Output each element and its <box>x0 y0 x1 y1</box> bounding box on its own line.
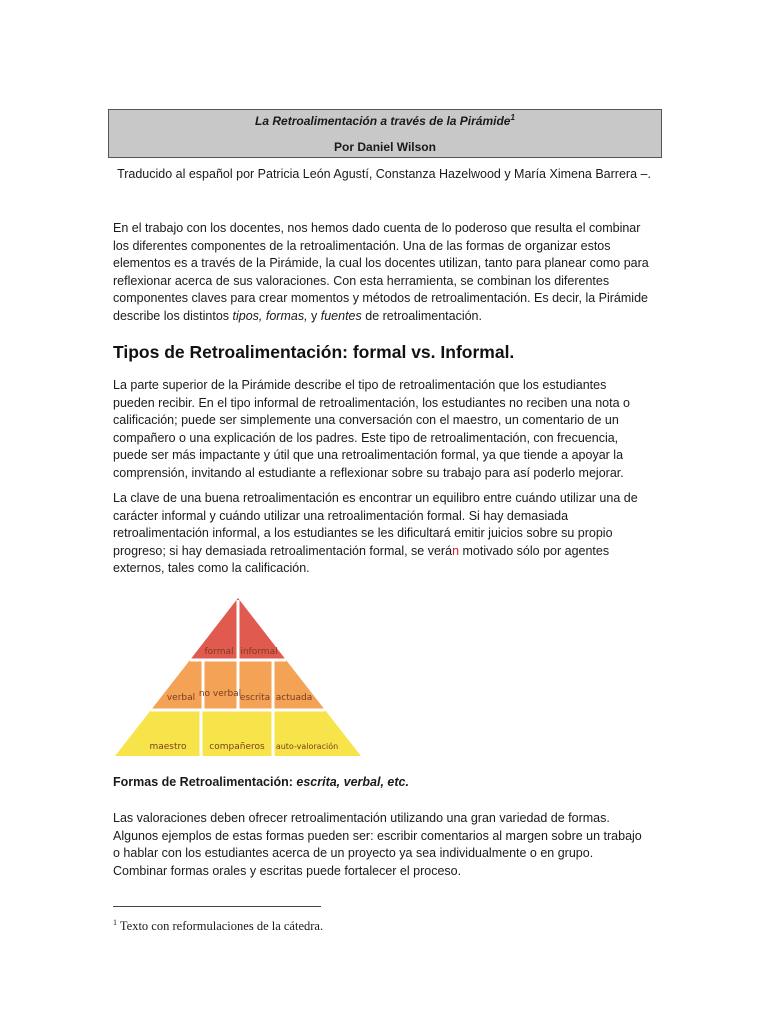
pyramid-label-verbal: verbal <box>166 693 196 703</box>
pyramid-label-no-verbal: no verbal <box>198 689 242 699</box>
pyramid-label-formal: formal <box>204 647 234 657</box>
document-title: La Retroalimentación a través de la Pirámide$^1$ <box>255 113 515 128</box>
pyramid-label-auto-valoracion: auto-valoración <box>275 742 339 751</box>
pyramid-label-escrita: escrita <box>239 693 271 703</box>
intro-paragraph: En el trabajo con los docentes, nos hemos dado cuenta de lo poderoso que resulta el combinar los diferentes componentes de la retroalimentación. Una de las formas de organizar estos elementos es a través de la Pirámide, la cual los docentes utilizan, tanto para planear como para reflexionar acerca de sus valoraciones. Con esta herramienta, se combinan los diferentes componentes claves para crear momentos y métodos de retroalimentación. Es decir, la Pirámide describe los distintos tipos, formas, y fuentes de retroalimentación. <box>113 221 649 323</box>
pyramid-label-maestro: maestro <box>149 742 187 752</box>
document-author: Por Daniel Wilson <box>334 140 436 154</box>
title-box <box>108 109 662 158</box>
pyramid-label-companeros: compañeros <box>209 742 265 752</box>
section-heading-tipos: Tipos de Retroalimentación: formal vs. Informal. <box>113 342 515 362</box>
tipos-paragraph-2: La clave de una buena retroalimentación es encontrar un equilibro entre cuándo utilizar una de carácter informal y cuándo utilizar una retroalimentación formal. Si hay demasiada retroalimentación informal, a los estudiantes se les dificultará emitir juicios sobre su propio progreso; si hay demasiada retroalimentación formal, se verán motivado sólo por agentes externos, tales como la calificación. <box>113 491 638 576</box>
footnote-separator <box>113 906 321 907</box>
feedback-pyramid-diagram <box>113 596 363 758</box>
pyramid-label-actuada: actuada <box>275 693 313 703</box>
translators-line: Traducido al español por Patricia León Agustí, Constanza Hazelwood y María Ximena Barrera –. <box>117 167 651 181</box>
tipos-paragraph-1: La parte superior de la Pirámide describe el tipo de retroalimentación que los estudiantes pueden recibir. En el tipo informal de retroalimentación, los estudiantes no reciben una nota o calificación; puede ser simplemente una conversación con el maestro, un comentario de un compañero o una explicación de los padres. Este tipo de retroalimentación, con frecuencia, puede ser más impactante y útil que una retroalimentación formal, ya que tiende a apoyar la comprensión, invitando al estudiante a reflexionar sobre su trabajo para así poderlo mejorar. <box>113 378 630 480</box>
pyramid-label-informal: informal <box>240 647 278 657</box>
formas-paragraph: Las valoraciones deben ofrecer retroalimentación utilizando una gran variedad de formas. Algunos ejemplos de estas formas pueden ser: escribir comentarios al margen sobre un trabajo o hablar con los estudiantes acerca de un proyecto ya sea individualmente o en grupo. Combinar formas orales y escritas puede fortalecer el proceso. <box>113 811 642 878</box>
section-heading-formas: Formas de Retroalimentación: escrita, verbal, etc. <box>113 775 409 789</box>
footnote: $^1$ Texto con reformulaciones de la cátedra. <box>113 918 324 934</box>
